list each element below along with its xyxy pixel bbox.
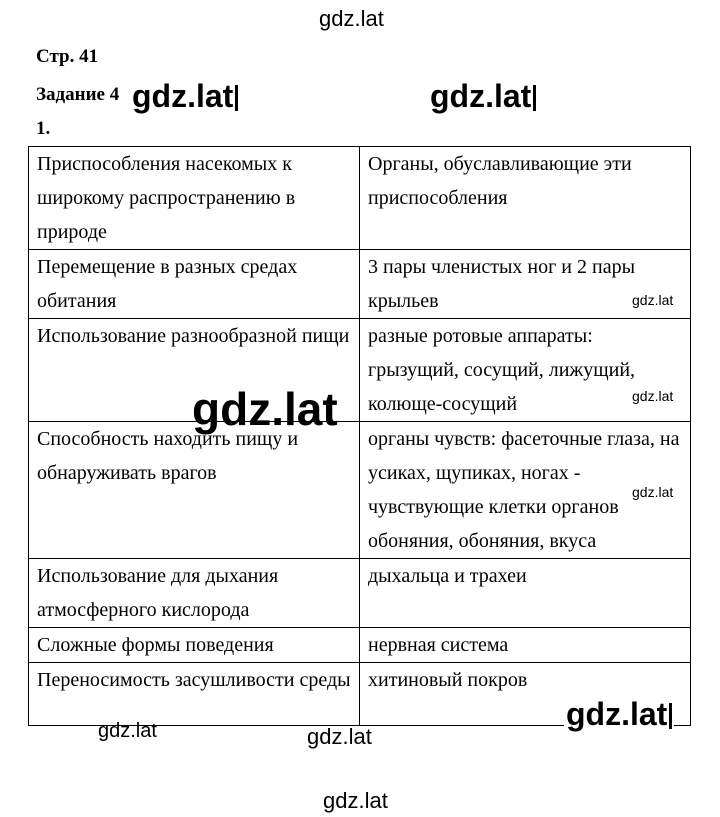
watermark-right-small-3: gdz.lat — [632, 484, 674, 500]
watermark-bottom-center: gdz.lat — [307, 724, 372, 749]
table-cell-right: разные ротовые аппараты: грызущий, сосущий, лижущий, колюще-сосущий — [360, 319, 691, 422]
table-row — [29, 559, 691, 628]
table-cell-right: нервная система — [360, 628, 691, 663]
table-row — [29, 628, 691, 663]
table-row — [29, 250, 691, 319]
page-number: Стр. 41 — [36, 46, 99, 67]
watermark-inline-1: gdz.lat — [130, 78, 240, 115]
table-cell-right: Органы, обуславливающие эти приспособления — [360, 147, 691, 250]
table-cell-right: органы чувств: фасеточные глаза, на усиках, щупиках, ногах - чувствующие клетки органов обоняния, обоняния, вкуса — [360, 422, 691, 559]
watermark-right-small-2: gdz.lat — [632, 388, 674, 404]
table-row — [29, 319, 691, 422]
table-cell-left: Использование разнообразной пищи — [29, 319, 360, 422]
watermark-bottom-right-bold: gdz.lat — [564, 696, 674, 733]
table-cell-right: дыхальца и трахеи — [360, 559, 691, 628]
adaptations-table — [28, 146, 691, 726]
table-row — [29, 147, 691, 250]
watermark-center-big: gdz.lat — [192, 383, 338, 435]
table-cell-left: Использование для дыхания атмосферного кислорода — [29, 559, 360, 628]
table-cell-left: Способность находить пищу и обнаруживать врагов — [29, 422, 360, 559]
item-number: 1. — [36, 118, 51, 139]
table-cell-left: Сложные формы поведения — [29, 628, 360, 663]
watermark-footer: gdz.lat — [323, 788, 388, 813]
watermark-bottom-left: gdz.lat — [98, 720, 157, 742]
watermark-inline-2: gdz.lat — [428, 78, 538, 115]
watermark-top: gdz.lat — [319, 6, 384, 31]
table-row — [29, 422, 691, 559]
task-label: Задание 4 — [36, 84, 120, 105]
table-cell-left: Переносимость засушливости среды — [29, 663, 360, 726]
table-cell-right: хитиновый покров — [360, 663, 691, 726]
table-cell-left: Перемещение в разных средах обитания — [29, 250, 360, 319]
watermark-right-small-1: gdz.lat — [632, 292, 674, 308]
table-cell-left: Приспособления насекомых к широкому распространению в природе — [29, 147, 360, 250]
table-cell-right: 3 пары членистых ног и 2 пары крыльев — [360, 250, 691, 319]
